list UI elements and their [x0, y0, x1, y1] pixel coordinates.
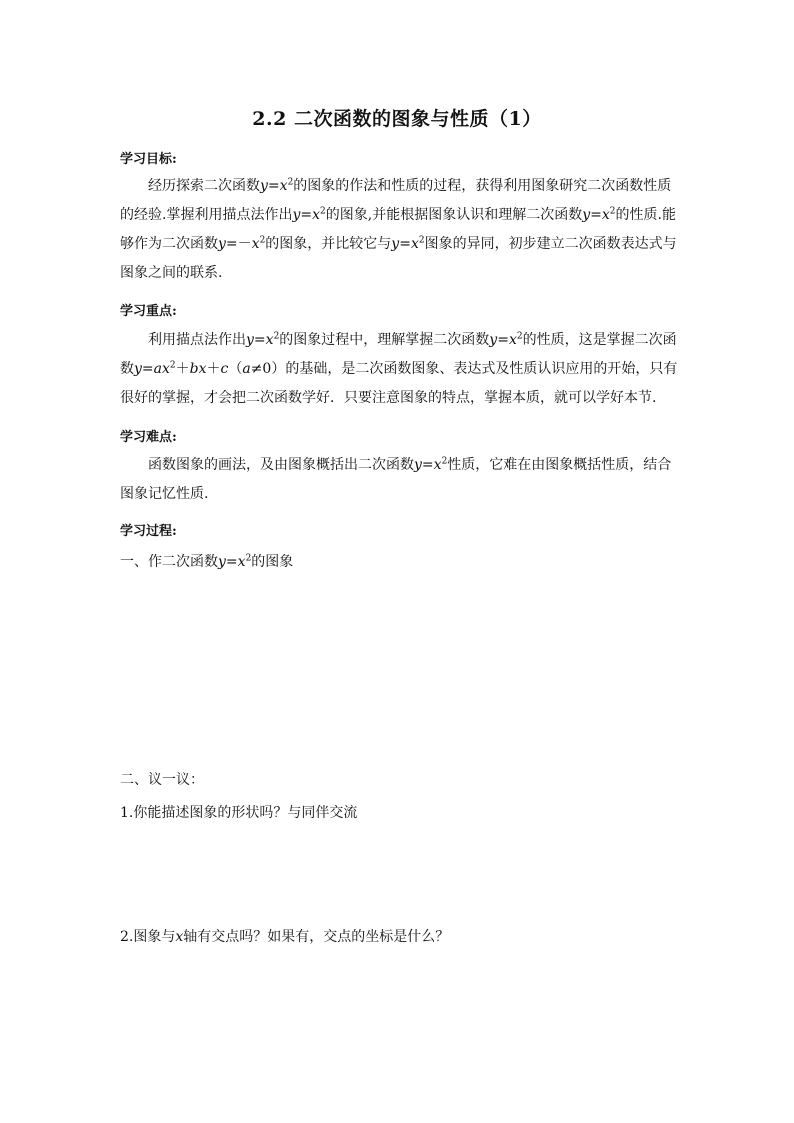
math-y: y	[582, 207, 591, 223]
math-y: y	[292, 207, 301, 223]
math-x: x	[433, 457, 442, 473]
math-x: x	[237, 554, 246, 570]
math-eq: =	[590, 207, 602, 223]
math-x: x	[251, 236, 260, 252]
math-plus: ＋	[206, 361, 221, 377]
math-y: y	[218, 236, 226, 252]
goals-text-1: 经历探索二次函数	[148, 178, 260, 194]
math-neg-eq: =－	[225, 236, 252, 252]
math-sq: 2	[609, 206, 616, 217]
math-plus: ＋	[175, 361, 190, 377]
goals-text-4: 的性质.能够作为二次函数	[120, 207, 676, 252]
goals-heading: 学习目标:	[120, 152, 177, 167]
math-x: x	[265, 332, 274, 348]
math-y: y	[391, 236, 400, 252]
math-eq: =	[267, 178, 280, 194]
math-sq: 2	[418, 235, 425, 246]
math-sq: 2	[259, 235, 266, 246]
math-y: y	[246, 332, 254, 348]
key-paragraph	[120, 326, 680, 413]
math-y: y	[489, 332, 498, 348]
math-eq: =	[225, 554, 238, 570]
math-a: a	[242, 361, 251, 377]
process-text-2: 的图象	[251, 554, 294, 570]
math-x: x	[508, 332, 517, 348]
q2-text-2: 轴有交点吗？如果有，交点的坐标是什么？	[183, 929, 450, 945]
page-title: 2.2 二次函数的图象与性质（1）	[252, 108, 542, 130]
math-eq: =	[497, 332, 509, 348]
math-sq: 2	[320, 206, 326, 217]
key-heading: 学习重点:	[120, 304, 177, 319]
goals-text-2: 的图象的作法和性质的过程，获得利用图象研究二次函数性质的经验.掌握利用描点法作出	[120, 178, 672, 223]
key-text-1: 利用描点法作出	[148, 332, 246, 348]
math-sq: 2	[169, 360, 176, 371]
math-y: y	[134, 361, 142, 377]
goals-text-5: 的图象，并比较它与	[265, 236, 392, 252]
process-heading: 学习过程:	[120, 524, 177, 539]
math-x: x	[279, 178, 288, 194]
math-sq: 2	[287, 177, 294, 188]
key-text-2: 的图象过程中，理解掌握二次函数	[279, 332, 490, 348]
discuss-heading: 二、议一议：	[120, 772, 204, 788]
key-text-3: 的性质，这是掌握二次函数	[120, 332, 677, 377]
math-x: x	[312, 207, 321, 223]
math-eq: =	[399, 236, 411, 252]
math-y: y	[414, 457, 422, 473]
math-eq: =	[300, 207, 313, 223]
process-text-1: 一、作二次函数	[120, 554, 218, 570]
discuss-question-1: 1.你能描述图象的形状吗？与同伴交流	[120, 805, 358, 821]
math-sq: 2	[441, 456, 448, 467]
math-eq: =	[253, 332, 266, 348]
math-ax: ax	[153, 361, 170, 377]
math-x: x	[601, 207, 610, 223]
goals-text-6: 图象的异同，初步建立二次函数表达式与图象之间的联系.	[120, 236, 677, 281]
process-item-1	[120, 551, 293, 571]
difficulty-text-2: 性质，它难在由图象概括性质，结合图象记忆性质.	[120, 457, 672, 502]
math-x: x	[410, 236, 419, 252]
math-eq: =	[141, 361, 154, 377]
difficulty-text-1: 函数图象的画法，及由图象概括出二次函数	[148, 457, 414, 473]
difficulty-heading: 学习难点:	[120, 430, 177, 445]
math-ne: ≠0）	[250, 361, 286, 377]
math-paren: （	[228, 361, 243, 377]
math-bx: bx	[189, 361, 207, 377]
math-sq: 2	[245, 553, 252, 564]
discuss-question-2	[120, 926, 449, 946]
q2-text-1: 2.图象与	[120, 929, 176, 945]
math-sq: 2	[516, 331, 523, 342]
math-y: y	[218, 554, 226, 570]
goals-text-3: 的图象,并能根据图象认识和理解二次函数	[325, 207, 583, 223]
difficulty-paragraph	[120, 451, 680, 509]
math-y: y	[260, 178, 268, 194]
math-c: c	[220, 361, 229, 377]
math-sq: 2	[273, 331, 280, 342]
math-x: x	[175, 929, 184, 945]
math-eq: =	[421, 457, 434, 473]
goals-paragraph	[120, 172, 680, 288]
key-text-4: 的基础，是二次函数图象、表达式及性质认识应用的开始，只有很好的掌握，才会把二次函数学好．只要注意图象的特点，掌握本质，就可以学好本节.	[120, 361, 678, 406]
